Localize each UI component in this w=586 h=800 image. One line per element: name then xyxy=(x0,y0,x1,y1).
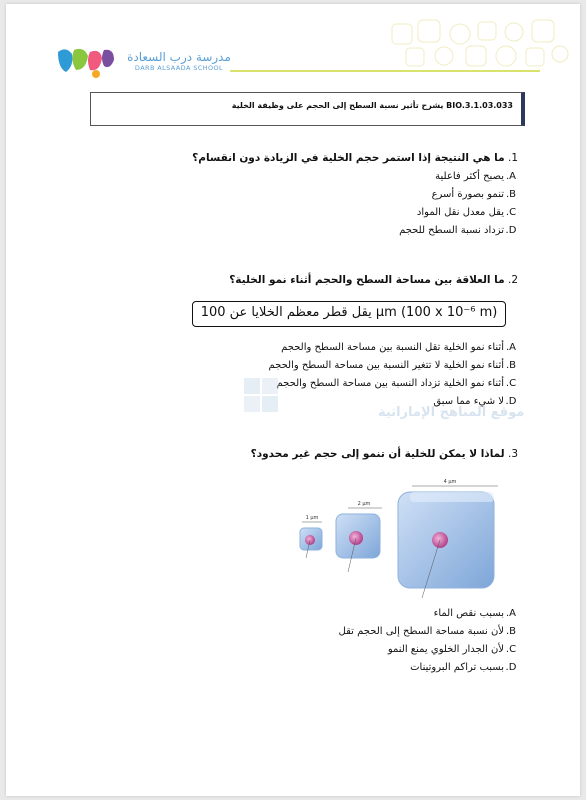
option-text: تنمو بصورة أسرع xyxy=(431,189,504,200)
option-text: لأن نسبة مساحة السطح إلى الحجم تقل xyxy=(338,626,504,637)
option-letter: C. xyxy=(505,378,517,389)
label-4um: 4 μm xyxy=(443,479,457,485)
option-letter: C. xyxy=(505,644,517,655)
cube-medium xyxy=(336,501,382,558)
option-letter: A. xyxy=(505,608,517,619)
option-text: بسبب تراكم البروتينات xyxy=(410,662,504,673)
page-header xyxy=(6,4,580,84)
learning-outcome xyxy=(232,101,513,110)
question-number: 3. xyxy=(507,448,518,460)
option-text: أثناء نمو الخلية تزداد النسبة بين مساحة السطح والحجم xyxy=(276,378,504,389)
question-text: ما هي النتيجة إذا استمر حجم الخلية في الزيادة دون انقسام؟ xyxy=(192,152,505,164)
watermark-text: موقع المناهج الإماراتية xyxy=(378,405,525,420)
lesson-title: يشرح تأثير نسبة السطح إلى الحجم على وظيفة الخلية xyxy=(231,101,444,110)
option-1b[interactable] xyxy=(432,189,518,200)
option-letter: D. xyxy=(505,662,517,673)
option-text: يقل معدل نقل المواد xyxy=(416,207,504,218)
option-letter: A. xyxy=(505,171,517,182)
cube-small xyxy=(300,515,322,550)
question-1 xyxy=(192,152,518,164)
option-text: لا شيء مما سبق xyxy=(433,396,504,407)
question-text: لماذا لا يمكن للخلية أن تنمو إلى حجم غير محدود؟ xyxy=(250,448,505,460)
option-letter: B. xyxy=(505,189,517,200)
cube-large xyxy=(398,479,498,598)
option-1c[interactable] xyxy=(417,207,518,218)
question-2 xyxy=(229,274,518,286)
option-text: لأن الجدار الخلوي يمنع النمو xyxy=(387,644,504,655)
question-number: 1. xyxy=(507,152,518,164)
option-3c[interactable] xyxy=(388,644,518,655)
cell-size-note: يقل قطر معظم الخلايا عن 100 μm (100 x 10⁻⁶ m) xyxy=(200,305,498,320)
option-letter: D. xyxy=(505,225,517,236)
option-text: تزداد نسبة السطح للحجم xyxy=(399,225,504,236)
option-letter: A. xyxy=(505,342,517,353)
option-3d[interactable] xyxy=(410,662,518,673)
label-1um: 1 μm xyxy=(305,515,319,521)
worksheet-page xyxy=(6,4,580,796)
label-2um: 2 μm xyxy=(357,501,371,507)
school-name xyxy=(124,50,234,73)
option-3b[interactable] xyxy=(339,626,518,637)
option-letter: B. xyxy=(505,360,517,371)
lesson-code: BIO.3.1.03.033 xyxy=(446,101,513,110)
option-text: أثناء نمو الخلية تقل النسبة بين مساحة السطح والحجم xyxy=(281,342,504,353)
learning-outcome-box xyxy=(90,92,525,126)
option-text: بسبب نقص الماء xyxy=(433,608,504,619)
option-text: يصبح أكثر فاعلية xyxy=(435,171,504,182)
option-1d[interactable] xyxy=(399,225,518,236)
school-name-arabic: مدرسة درب السعادة xyxy=(127,50,231,64)
cell-size-cubes-figure xyxy=(292,474,504,602)
school-logo-icon xyxy=(56,46,116,80)
cell-size-note-box xyxy=(192,301,506,327)
option-text: أثناء نمو الخلية لا تتغير النسبة بين مساحة السطح والحجم xyxy=(268,360,504,371)
option-letter: B. xyxy=(505,626,517,637)
option-letter: D. xyxy=(505,396,517,407)
option-letter: C. xyxy=(505,207,517,218)
option-3a[interactable] xyxy=(434,608,518,619)
question-text: ما العلاقة بين مساحة السطح والحجم أثناء نمو الخلية؟ xyxy=(229,274,505,286)
question-3 xyxy=(251,448,518,460)
decorative-pattern xyxy=(382,18,572,72)
question-number: 2. xyxy=(507,274,518,286)
header-divider xyxy=(230,70,540,72)
option-2b[interactable] xyxy=(268,360,518,371)
option-1a[interactable] xyxy=(435,171,518,182)
school-name-english: DARB ALSAADA SCHOOL xyxy=(134,64,224,72)
option-2a[interactable] xyxy=(281,342,518,353)
